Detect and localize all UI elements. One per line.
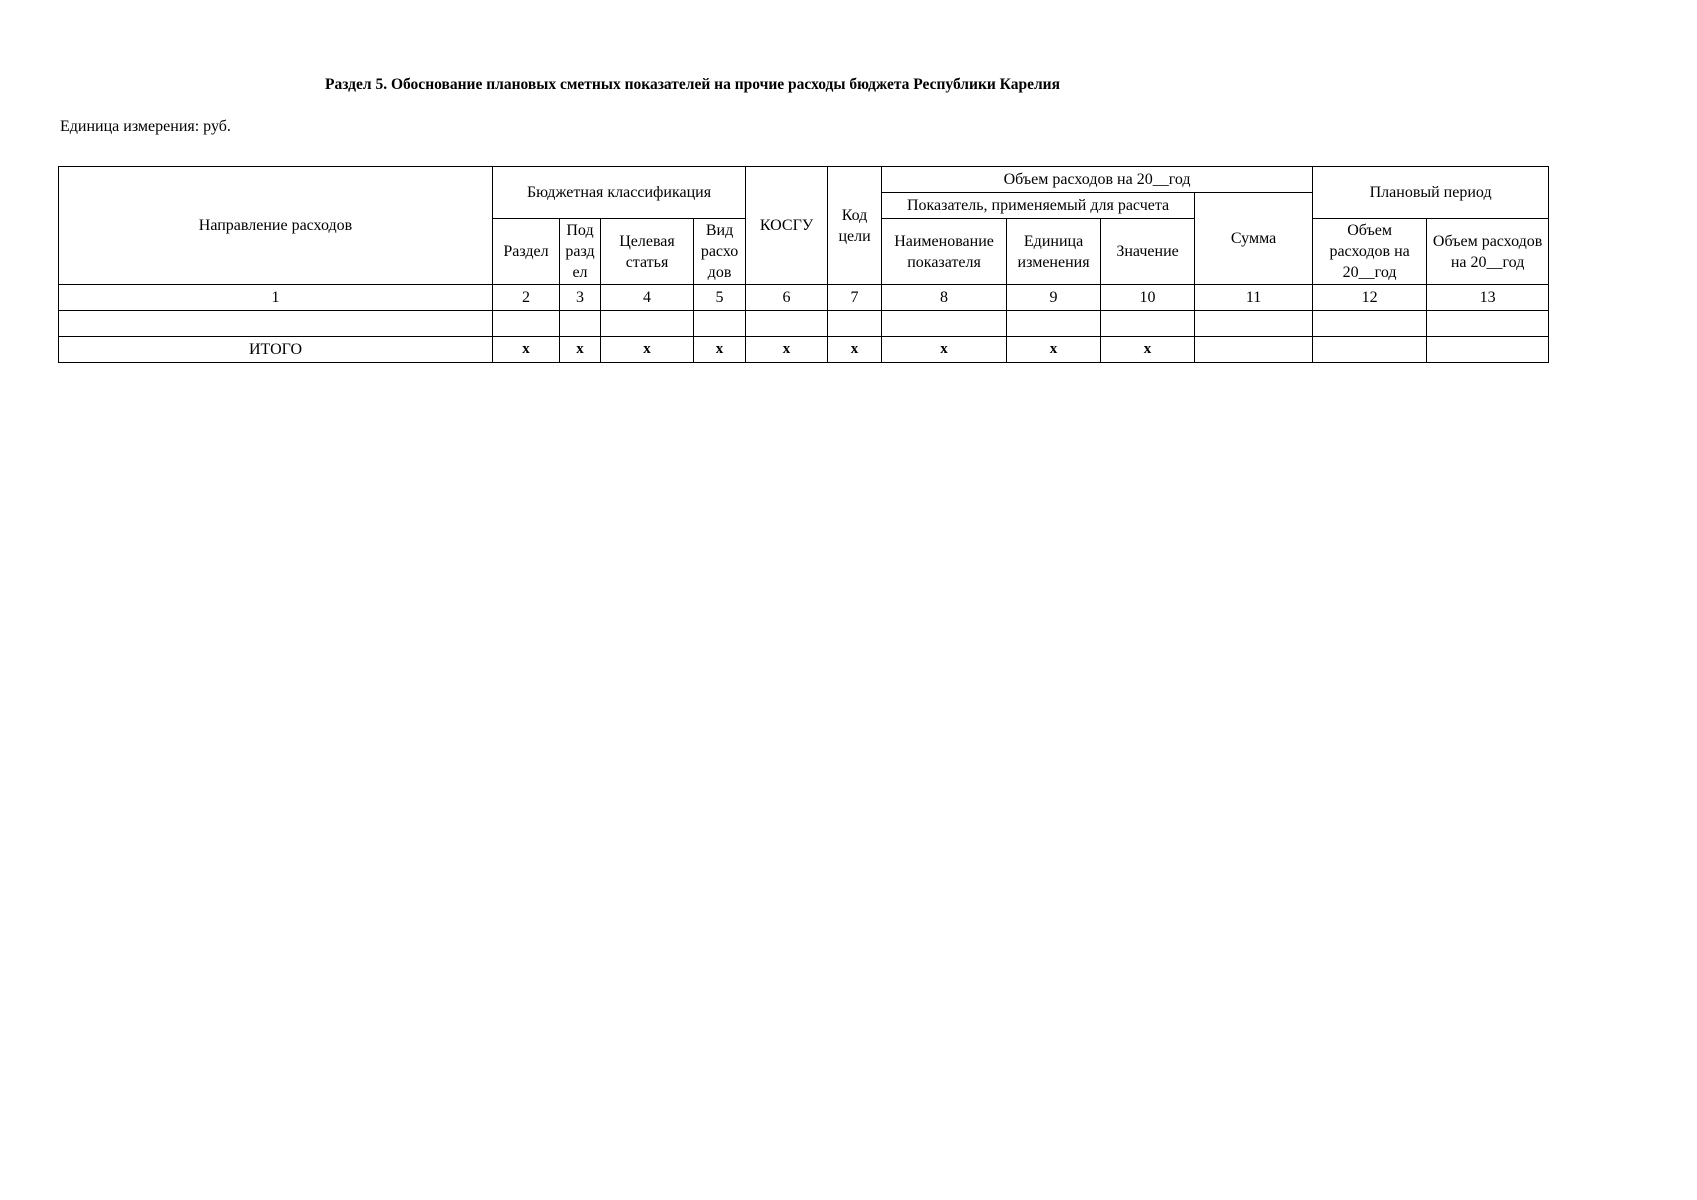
total-sum-cell[interactable] [1195,337,1313,363]
column-number: 1 [59,285,493,311]
header-sum: Сумма [1195,193,1313,285]
total-cell: x [493,337,560,363]
header-unit: Единица изменения [1007,219,1101,285]
table-cell[interactable] [560,311,601,337]
total-cell: x [601,337,694,363]
header-volume-year: Объем расходов на 20__год [882,167,1313,193]
table-cell[interactable] [882,311,1007,337]
table-cell[interactable] [1313,311,1427,337]
total-cell: x [828,337,882,363]
header-indicator-name: Наименование показателя [882,219,1007,285]
table-cell[interactable] [1101,311,1195,337]
table-cell[interactable] [1195,311,1313,337]
table-cell[interactable] [1007,311,1101,337]
column-number: 7 [828,285,882,311]
section-title: Раздел 5. Обоснование плановых сметных показателей на прочие расходы бюджета Республики Карелия [325,76,1060,93]
column-number: 12 [1313,285,1427,311]
total-year-2-cell[interactable] [1427,337,1549,363]
header-budget-classification: Бюджетная классификация [493,167,746,219]
total-row [59,337,1549,363]
table-cell[interactable] [694,311,746,337]
table-cell[interactable] [59,311,493,337]
column-number: 2 [493,285,560,311]
column-number: 10 [1101,285,1195,311]
total-cell: x [746,337,828,363]
total-cell: x [1101,337,1195,363]
table-cell[interactable] [493,311,560,337]
header-indicator-group: Показатель, применяемый для расчета [882,193,1195,219]
total-cell: x [560,337,601,363]
header-razdel: Раздел [493,219,560,285]
header-target-article: Целевая статья [601,219,694,285]
column-number: 3 [560,285,601,311]
header-goal-code: Код цели [828,167,882,285]
column-number: 13 [1427,285,1549,311]
header-value: Значение [1101,219,1195,285]
total-cell: x [1007,337,1101,363]
expense-justification-table [58,166,1549,363]
column-number: 9 [1007,285,1101,311]
header-expense-type: Вид расхо дов [694,219,746,285]
header-volume-year-1: Объем расходов на 20__год [1313,219,1427,285]
header-volume-year-2: Объем расходов на 20__год [1427,219,1549,285]
total-cell: x [882,337,1007,363]
column-number-row [59,285,1549,311]
header-podrazdel: Под разд ел [560,219,601,285]
table-cell[interactable] [1427,311,1549,337]
table-cell[interactable] [746,311,828,337]
header-planning-period: Плановый период [1313,167,1549,219]
table-cell[interactable] [828,311,882,337]
column-number: 4 [601,285,694,311]
column-number: 8 [882,285,1007,311]
column-number: 6 [746,285,828,311]
total-year-1-cell[interactable] [1313,337,1427,363]
header-kosgu: КОСГУ [746,167,828,285]
column-number: 11 [1195,285,1313,311]
table-row [59,311,1549,337]
header-direction: Направление расходов [59,167,493,285]
total-label: ИТОГО [59,337,493,363]
unit-of-measure: Единица измерения: руб. [60,118,231,135]
total-cell: x [694,337,746,363]
table-cell[interactable] [601,311,694,337]
column-number: 5 [694,285,746,311]
header-row-1 [59,167,1549,193]
